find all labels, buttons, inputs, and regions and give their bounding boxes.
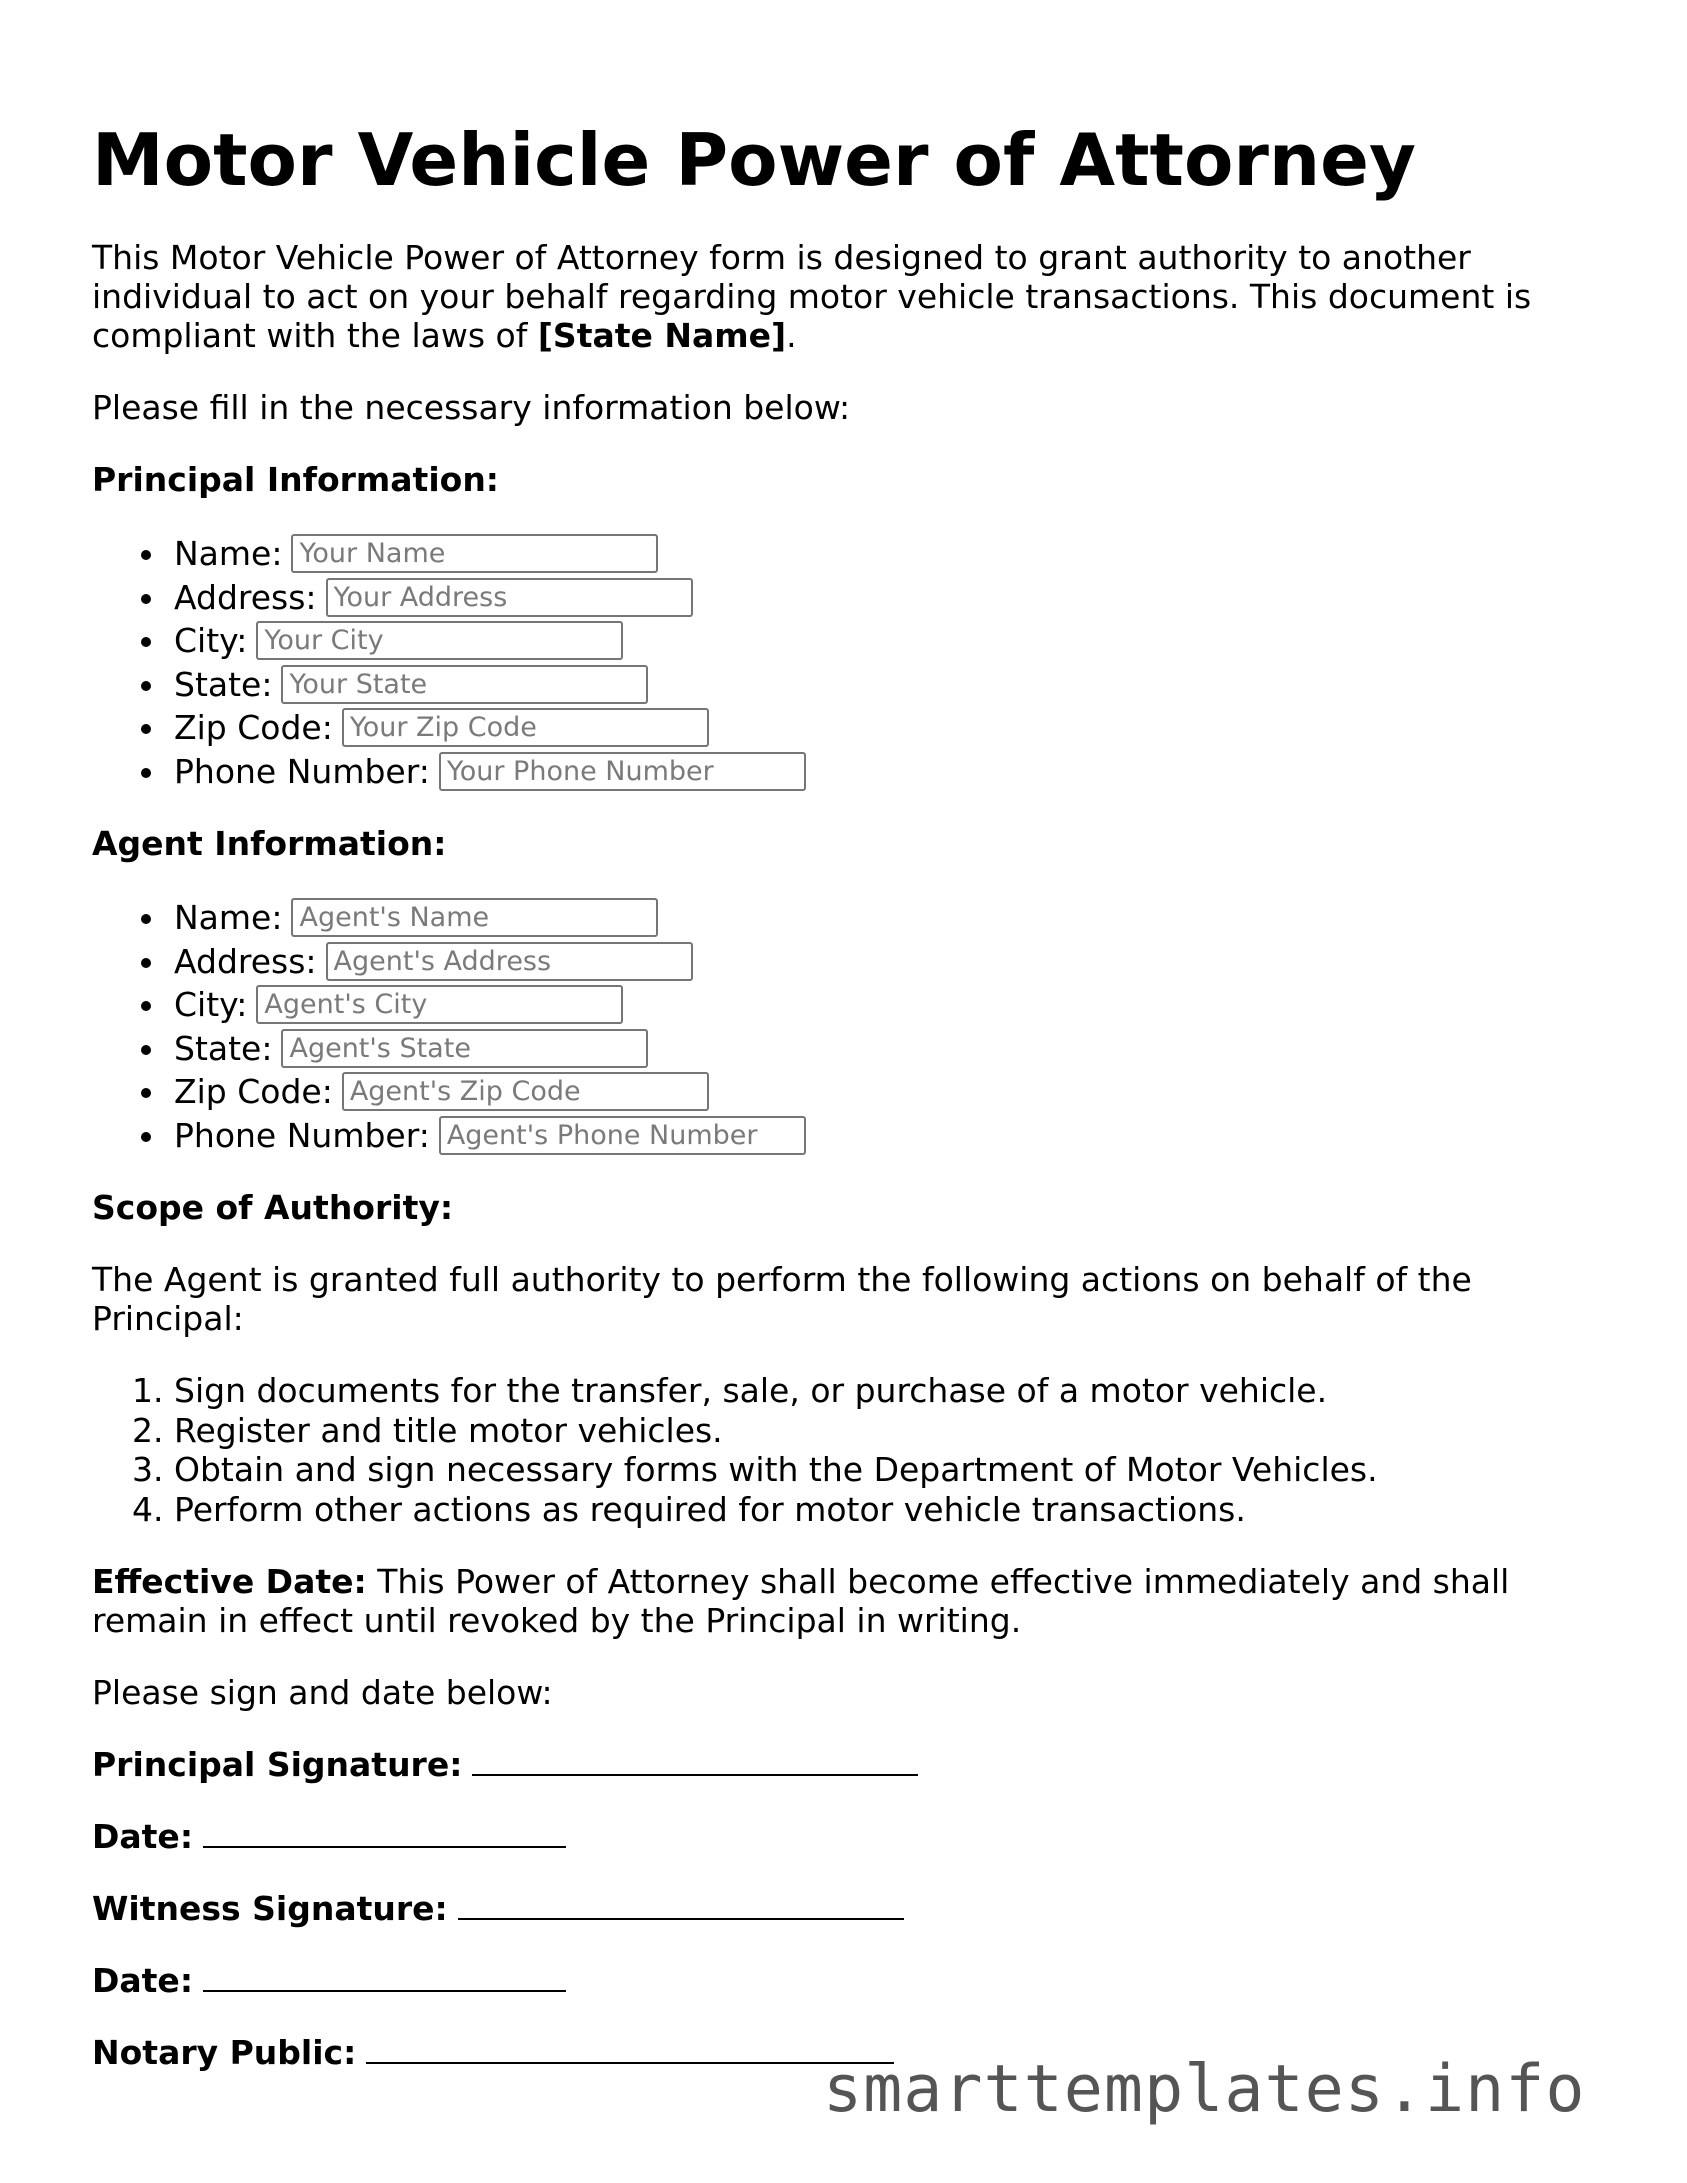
principal-city-row [92,619,1602,663]
agent-fields [92,896,1602,1157]
principal-state-input[interactable] [281,665,648,704]
principal-zip-label: Zip Code: [174,708,333,748]
intro-text: This Motor Vehicle Power of Attorney form is designed to grant authority to another individual to act on your behalf regarding motor vehicle transactions. This document is compliant with the laws of [92,238,1532,355]
agent-name-label: Name: [174,898,283,938]
agent-state-input[interactable] [281,1029,648,1068]
state-name-placeholder: [State Name] [537,316,787,355]
principal-zip-input[interactable] [342,708,709,747]
scope-intro: The Agent is granted full authority to perform the following actions on behalf of the Principal: [92,1260,1472,1338]
agent-city-input[interactable] [256,985,623,1024]
witness-date-label: Date: [92,1961,194,2000]
witness-date-blank[interactable] [203,1962,566,1992]
document-title: Motor Vehicle Power of Attorney [92,118,1416,202]
principal-name-input[interactable] [291,534,658,573]
principal-city-label: City: [174,621,248,661]
agent-phone-label: Phone Number: [174,1115,430,1155]
principal-signature-line [92,1745,1602,1784]
principal-zip-row [92,706,1602,750]
authority-list [92,1371,1602,1529]
principal-name-row [92,532,1602,576]
principal-state-row [92,663,1602,707]
witness-signature-label: Witness Signature: [92,1889,448,1928]
agent-city-row [92,983,1602,1027]
authority-item: 2. Register and title motor vehicles. [174,1411,1602,1451]
principal-address-input[interactable] [326,578,693,617]
authority-item: 3. Obtain and sign necessary forms with the Department of Motor Vehicles. [174,1450,1602,1490]
agent-state-label: State: [174,1028,273,1068]
agent-zip-input[interactable] [342,1072,709,1111]
agent-address-input[interactable] [326,942,693,981]
principal-address-row [92,576,1602,620]
principal-state-label: State: [174,664,273,704]
document-body [92,238,1602,2105]
principal-name-label: Name: [174,534,283,574]
agent-zip-label: Zip Code: [174,1072,333,1112]
watermark: smarttemplates.info [823,2052,1586,2127]
principal-phone-row [92,750,1602,794]
principal-date-blank[interactable] [203,1818,566,1848]
witness-signature-blank[interactable] [458,1890,904,1920]
effective-date-text: This Power of Attorney shall become effective immediately and shall remain in effect until revoked by the Principal in writing. [92,1562,1510,1640]
agent-state-row [92,1027,1602,1071]
sign-instruction: Please sign and date below: [92,1673,553,1712]
principal-date-label: Date: [92,1817,194,1856]
agent-phone-input[interactable] [439,1116,806,1155]
principal-phone-input[interactable] [439,752,806,791]
agent-name-input[interactable] [291,898,658,937]
agent-address-label: Address: [174,941,317,981]
principal-signature-label: Principal Signature: [92,1745,463,1784]
witness-date-line [92,1961,1602,2000]
principal-phone-label: Phone Number: [174,751,430,791]
principal-signature-blank[interactable] [472,1746,918,1776]
authority-item: 4. Perform other actions as required for motor vehicle transactions. [174,1490,1602,1530]
witness-signature-line [92,1889,1602,1928]
agent-phone-row [92,1114,1602,1158]
notary-public-blank[interactable] [366,2034,894,2064]
principal-fields [92,532,1602,793]
agent-zip-row [92,1070,1602,1114]
notary-public-label: Notary Public: [92,2033,357,2072]
intro-paragraph [92,238,1602,355]
fill-instruction: Please fill in the necessary information below: [92,388,851,427]
agent-address-row [92,940,1602,984]
principal-date-line [92,1817,1602,1856]
scope-heading: Scope of Authority: [92,1188,454,1227]
principal-city-input[interactable] [256,621,623,660]
authority-item: 1. Sign documents for the transfer, sale, or purchase of a motor vehicle. [174,1371,1602,1411]
principal-address-label: Address: [174,577,317,617]
principal-heading: Principal Information: [92,460,500,499]
agent-name-row [92,896,1602,940]
intro-end: . [786,316,797,355]
agent-heading: Agent Information: [92,824,447,863]
effective-date-label: Effective Date: [92,1562,367,1601]
effective-date-paragraph [92,1562,1602,1640]
agent-city-label: City: [174,985,248,1025]
